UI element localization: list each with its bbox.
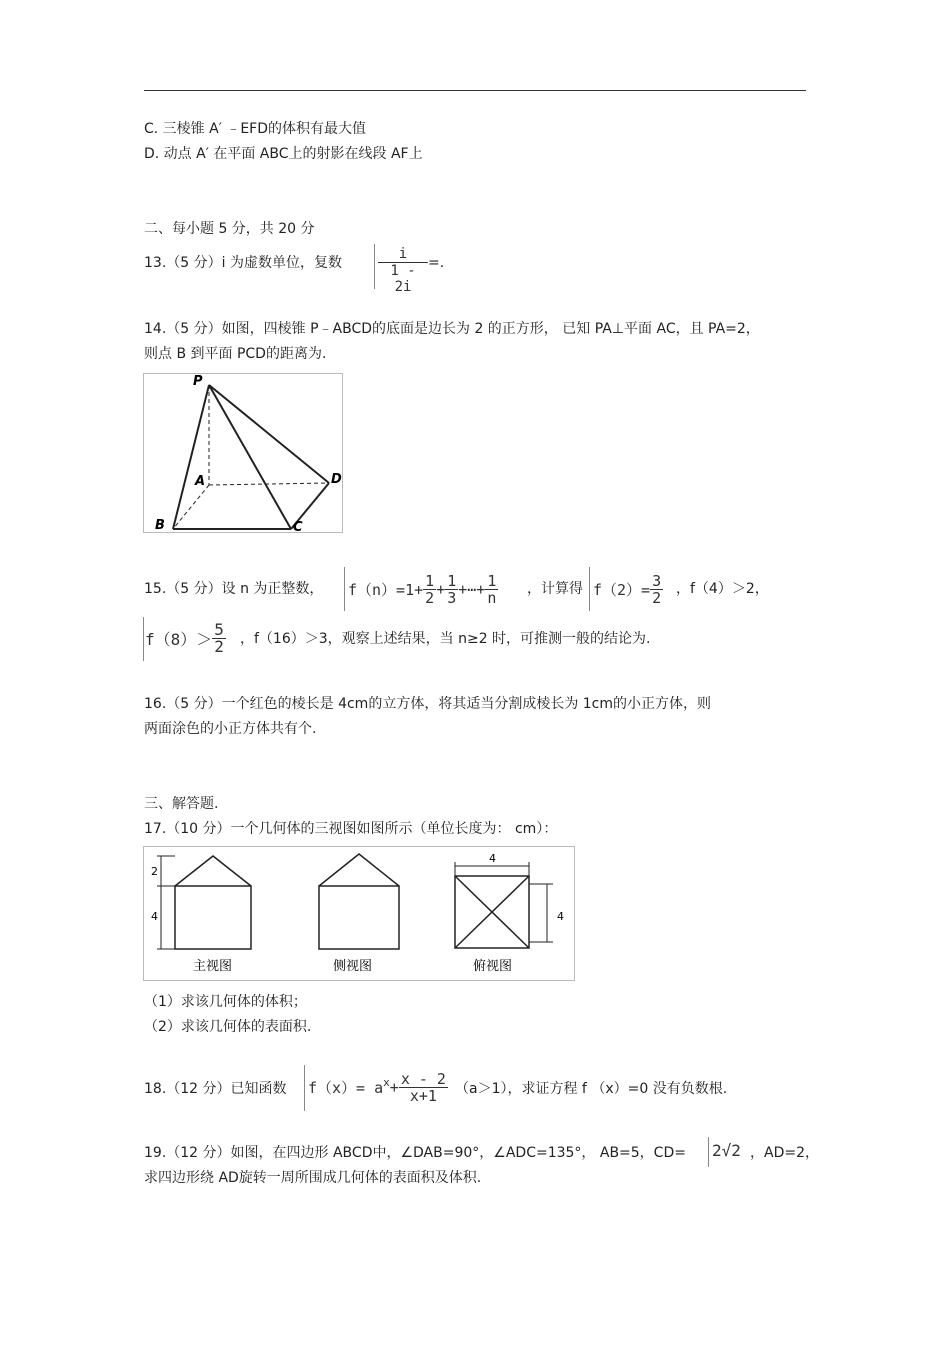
q18-plus: + — [389, 1078, 399, 1097]
side-view-label: 侧视图 — [333, 959, 373, 974]
q19-line2: 求四边形绕 AD旋转一周所围成几何体的表面积及体积. — [144, 1170, 482, 1186]
q15-f8-den: 2 — [214, 637, 224, 656]
top-view-label: 俯视图 — [473, 959, 513, 974]
dim-4-front: 4 — [151, 910, 158, 923]
q14-line2: 则点 B 到平面 PCD的距离为. — [144, 346, 327, 362]
q19-line1a: 19.（12 分）如图，在四边形 ABCD中，∠DAB=90°，∠ADC=135°， AB=5，CD= — [144, 1145, 686, 1161]
q15-calc: ，计算得 — [527, 581, 583, 597]
label-d: D — [331, 472, 342, 487]
q18-rest: （a＞1），求证方程 f （x）=0 没有负数根. — [455, 1081, 728, 1097]
q18-num: x - 2 — [400, 1070, 446, 1088]
q16-line2: 两面涂色的小正方体共有个. — [144, 721, 317, 737]
q18-formula — [304, 1065, 452, 1111]
section-2-title: 二、每小题 5 分，共 20 分 — [144, 221, 315, 237]
q13-fraction — [374, 244, 430, 295]
q19-cd-value — [708, 1137, 748, 1167]
q15-den2: 2 — [425, 589, 435, 607]
q15-num1: 1 — [425, 572, 435, 590]
q13-suffix: =. — [428, 255, 445, 271]
q19-cd-text: 2√2 — [712, 1141, 741, 1160]
q18-text: 18.（12 分）已知函数 — [144, 1081, 287, 1097]
q15-num3: 1 — [487, 572, 497, 590]
dim-4-right: 4 — [557, 910, 564, 923]
q17-sub1: （1）求该几何体的体积； — [144, 994, 307, 1010]
q15-formula-f8 — [143, 617, 239, 661]
q15-f8-label: f（8）＞ — [145, 630, 213, 649]
q18-f-label: f（x）= a — [308, 1079, 384, 1097]
q15-text: 15.（5 分）设 n 为正整数， — [144, 581, 324, 597]
dim-4-top: 4 — [489, 852, 496, 865]
q19-line1b: ，AD=2， — [750, 1145, 819, 1161]
header-rule — [144, 90, 806, 91]
q18-exp: x — [383, 1076, 390, 1089]
q14-line1: 14.（5 分）如图，四棱锥 P﹣ABCD的底面是边长为 2 的正方形， 已知 PA⊥平面 AC，且 PA=2， — [144, 321, 760, 337]
option-d: D. 动点 A′ 在平面 ABC上的射影在线段 AF上 — [144, 146, 423, 162]
q15-formula-fn — [344, 567, 530, 611]
q15-f8-num: 5 — [214, 620, 224, 639]
q16-line1: 16.（5 分）一个红色的棱长是 4cm的立方体，将其适当分割成棱长为 1cm的小正方体，则 — [144, 696, 712, 712]
q13-text: 13.（5 分）i 为虚数单位，复数 — [144, 255, 342, 271]
q18-den: x+1 — [409, 1087, 437, 1105]
q15-f2-num: 3 — [652, 572, 662, 590]
dim-2: 2 — [151, 865, 158, 878]
q15-mid: ，f（4）＞2， — [676, 581, 769, 597]
q13-denominator: 1 - 2i — [390, 263, 416, 295]
q15-f2-den: 2 — [652, 589, 662, 607]
q15-denn: n — [487, 589, 497, 607]
q13-numerator: i — [378, 246, 428, 263]
q17-text: 17.（10 分）一个几何体的三视图如图所示（单位长度为： cm）： — [144, 821, 558, 837]
q15-num2: 1 — [447, 572, 457, 590]
q15-f2-label: f（2）= — [593, 581, 651, 599]
section-3-title: 三、解答题. — [144, 796, 219, 812]
label-a: A — [195, 474, 206, 489]
q17-sub2: （2）求该几何体的表面积. — [144, 1019, 312, 1035]
label-p: P — [193, 374, 203, 389]
q15-formula-f2 — [589, 567, 673, 611]
q15-den3: 3 — [447, 589, 457, 607]
q15-rest: ，f（16）＞3，观察上述结果，当 n≥2 时，可推测一般的结论为. — [240, 631, 651, 647]
q15-f-label: f（n）=1+ — [348, 581, 424, 599]
label-b: B — [155, 518, 165, 533]
q15-plus: + — [436, 580, 446, 599]
front-view-label: 主视图 — [193, 959, 233, 974]
q15-dots: +⋯+ — [458, 580, 486, 599]
option-c: C. 三棱锥 A′ ﹣EFD的体积有最大值 — [144, 121, 367, 137]
q17-three-view-figure — [143, 846, 575, 981]
label-c: C — [293, 520, 303, 533]
q14-pyramid-figure — [143, 373, 343, 533]
